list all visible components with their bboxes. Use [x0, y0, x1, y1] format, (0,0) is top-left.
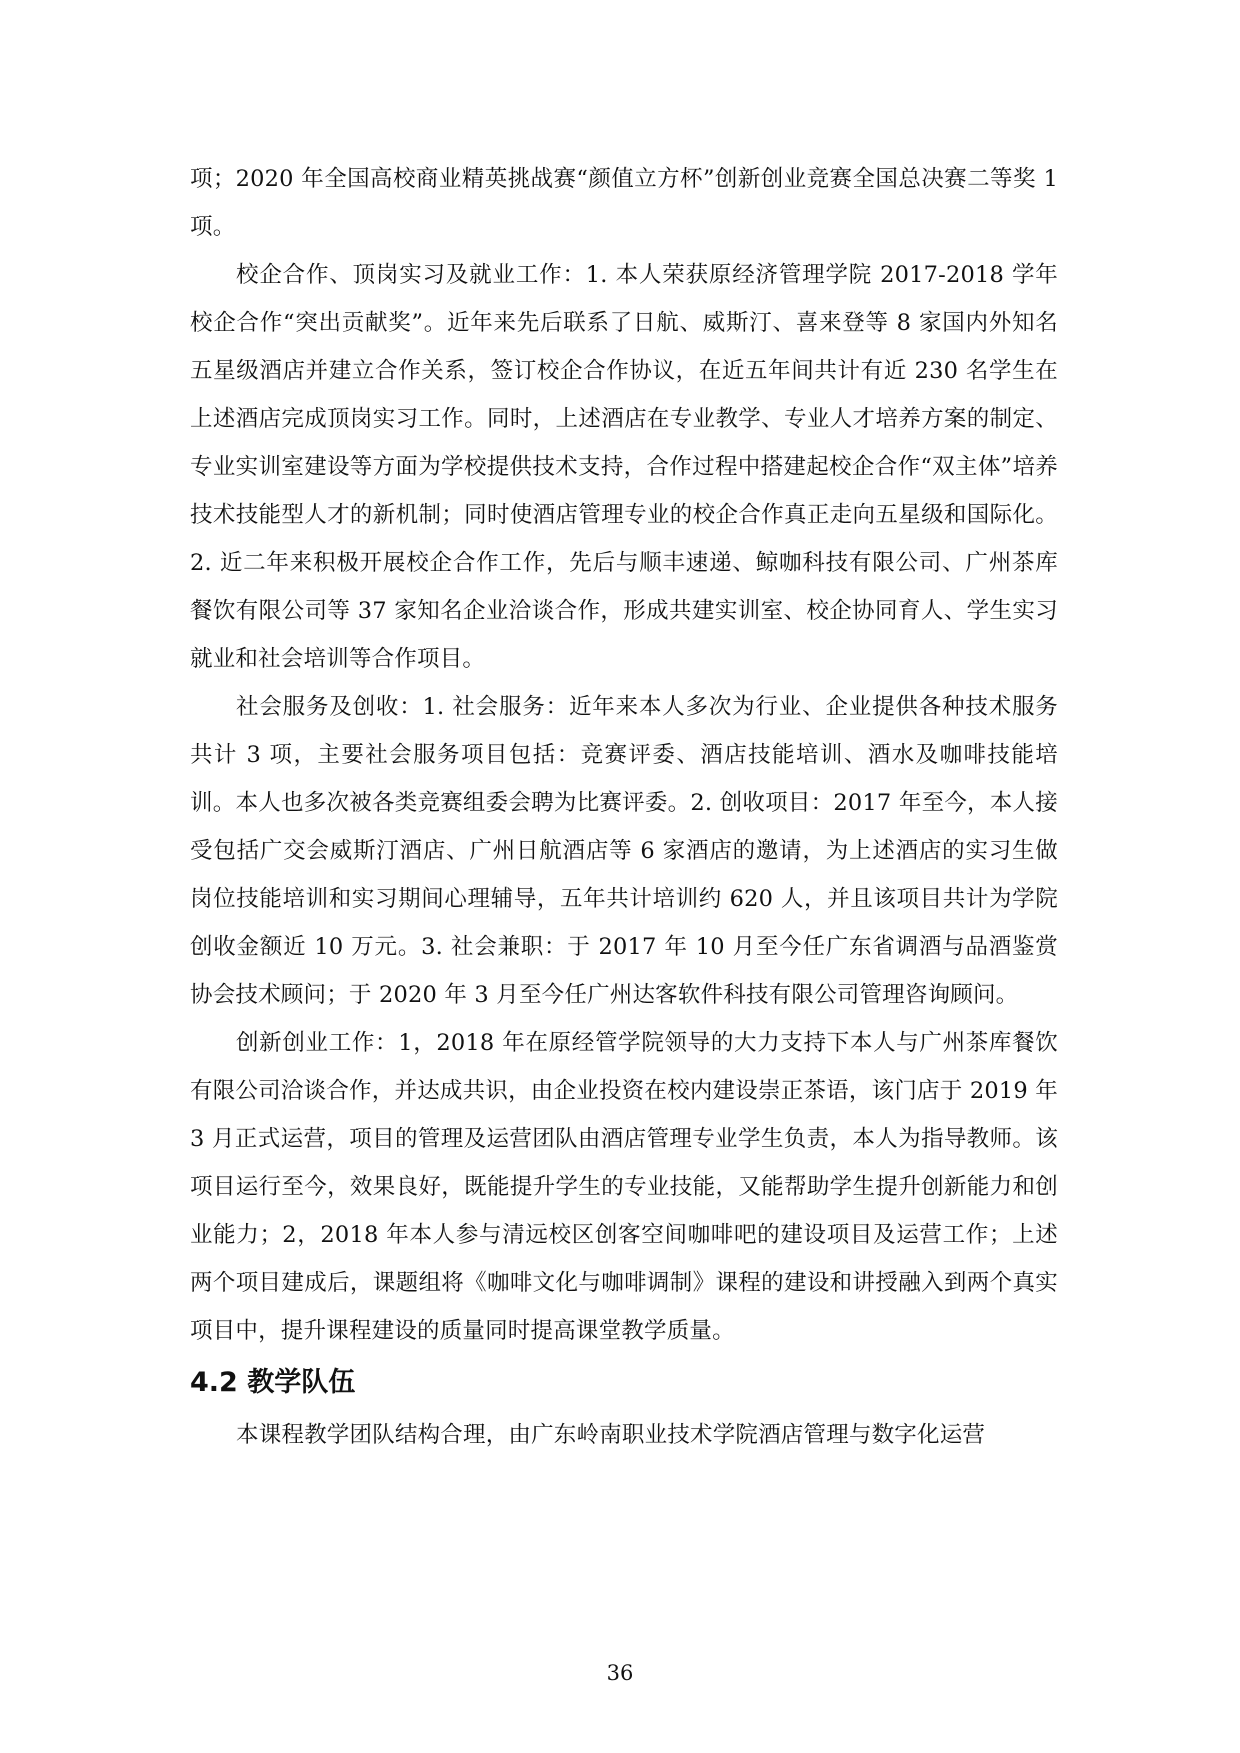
body-text [190, 155, 1058, 1459]
paragraph-innovation-entrepreneurship: 创新创业工作：1，2018 年在原经管学院领导的大力支持下本人与广州茶库餐饮有限公司洽谈合作，并达成共识，由企业投资在校内建设崇正茶语，该门店于 2019 年 3 月正式运营，项目的管理及运营团队由酒店管理专业学生负责，本人为指导教师。该项目运行至今，效果良好，既能提升学生的专业技能，又能帮助学生提升创新能力和创业能力；2，2018 年本人参与清远校区创客空间咖啡吧的建设项目及运营工作；上述两个项目建成后，课题组将《咖啡文化与咖啡调制》课程的建设和讲授融入到两个真实项目中，提升课程建设的质量同时提高课堂教学质量。 [190, 1030, 1058, 1344]
paragraph-teaching-team: 本课程教学团队结构合理，由广东岭南职业技术学院酒店管理与数字化运营 [236, 1422, 986, 1448]
paragraph-school-enterprise-cooperation: 校企合作、顶岗实习及就业工作：1. 本人荣获原经济管理学院 2017-2018 学年校企合作“突出贡献奖”。近年来先后联系了日航、威斯汀、喜来登等 8 家国内外知名五星级酒店并建立合作关系，签订校企合作协议，在近五年间共计有近 230 名学生在上述酒店完成顶岗实习工作。同时，上述酒店在专业教学、专业人才培养方案的制定、专业实训室建设等方面为学校提供技术支持，合作过程中搭建起校企合作“双主体”培养技术技能型人才的新机制；同时使酒店管理专业的校企合作真正走向五星级和国际化。2. 近二年来积极开展校企合作工作，先后与顺丰速递、鲸咖科技有限公司、广州茶库餐饮有限公司等 37 家知名企业洽谈合作，形成共建实训室、校企协同育人、学生实习就业和社会培训等合作项目。 [190, 262, 1058, 672]
paragraph-awards-continued: 项；2020 年全国高校商业精英挑战赛“颜值立方杯”创新创业竞赛全国总决赛二等奖 1 项。 [190, 166, 1058, 240]
section-heading: 4.2 教学队伍 [190, 1367, 356, 1398]
paragraph-social-service: 社会服务及创收：1. 社会服务：近年来本人多次为行业、企业提供各种技术服务共计 3 项，主要社会服务项目包括：竞赛评委、酒店技能培训、酒水及咖啡技能培训。本人也多次被各类竞赛组委会聘为比赛评委。2. 创收项目：2017 年至今，本人接受包括广交会威斯汀酒店、广州日航酒店等 6 家酒店的邀请，为上述酒店的实习生做岗位技能培训和实习期间心理辅导，五年共计培训约 620 人，并且该项目共计为学院创收金额近 10 万元。3. 社会兼职：于 2017 年 10 月至今任广东省调酒与品酒鉴赏协会技术顾问；于 2020 年 3 月至今任广州达客软件科技有限公司管理咨询顾问。 [190, 694, 1058, 1008]
page-number: 36 [606, 1661, 634, 1685]
